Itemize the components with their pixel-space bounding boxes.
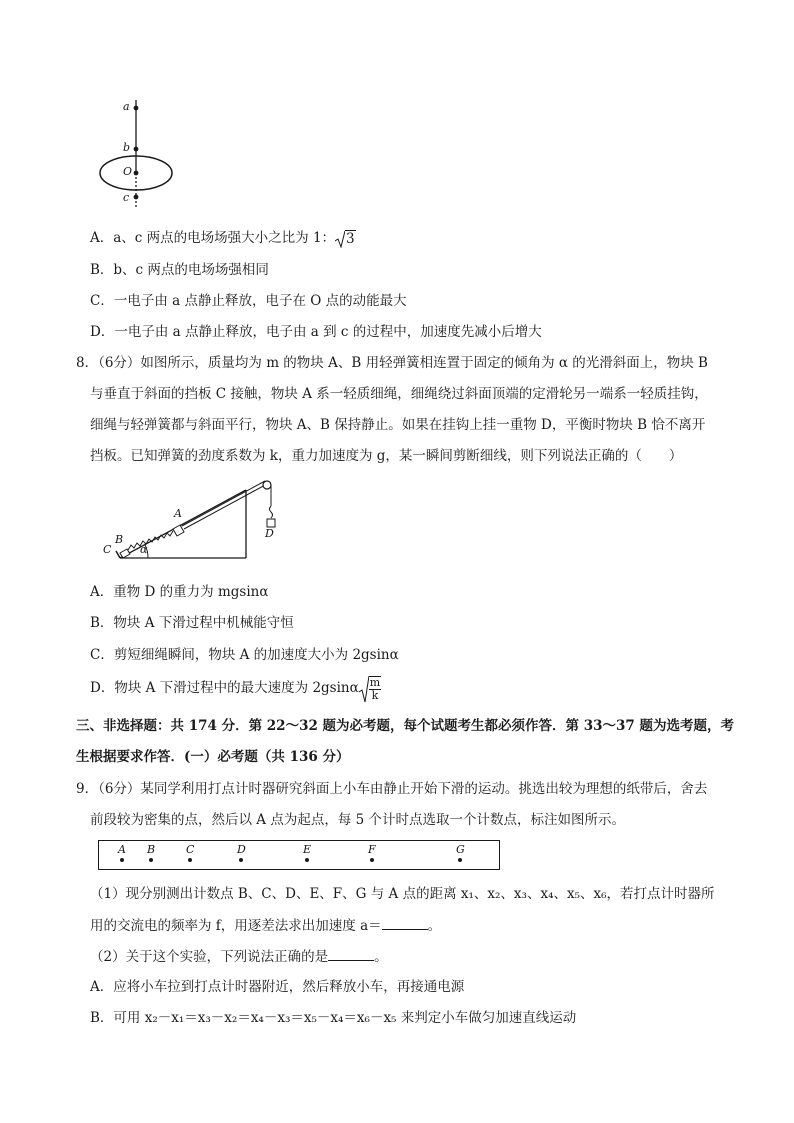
tape-point-label-f: F (368, 843, 376, 856)
fig8-label-a: A (174, 507, 182, 520)
fig7-label-a: a (123, 100, 130, 113)
answer-blank[interactable] (328, 946, 374, 961)
section3-heading-line1: 三、非选择题：共 174 分．第 22～32 题为必考题，每个试题考生都必须作答．第 33～37 题为选考题，考 (76, 718, 735, 734)
fig-charge-ring (95, 95, 185, 215)
q9-option-b: B．可用 x₂－x₁＝x₃－x₂＝x₄－x₃＝x₅－x₄＝x₆－x₅ 来判定小车做匀加速直线运动 (90, 1010, 577, 1026)
q9-option-a: A．应将小车拉到打点计时器附近，然后释放小车，再接通电源 (90, 979, 465, 995)
q9-part2-end: 。 (374, 949, 388, 965)
tape-point-label-c: C (186, 843, 195, 856)
q8-option-c: C．剪短细绳瞬间，物块 A 的加速度大小为 2gsinα (90, 647, 399, 663)
tape-point-dot-c (188, 858, 192, 862)
q9-stem-line1: 9．（6分）某同学利用打点计时器研究斜面上小车由静止开始下滑的运动。挑选出较为理想的纸带后，舍去 (76, 781, 708, 797)
paper-tape (98, 840, 500, 870)
q7-option-b: B．b、c 两点的电场场强相同 (90, 262, 269, 278)
q9-stem-line2: 前段较为密集的点，然后以 A 点为起点，每 5 个计时点选取一个计数点，标注如图所示。 (90, 812, 626, 828)
q8-option-d-text: D．物块 A 下滑过程中的最大速度为 2gsinα (90, 680, 359, 696)
tape-point-label-g: G (456, 843, 465, 856)
q8-stem-line2: 与垂直于斜面的挡板 C 接触，物块 A 系一轻质细绳，细绳绕过斜面顶端的定滑轮另一端系一轻质挂钩， (90, 386, 708, 402)
tape-point-dot-e (305, 858, 309, 862)
q7-option-c: C．一电子由 a 点静止释放，电子在 O 点的动能最大 (90, 293, 407, 309)
tape-point-dot-b (149, 858, 153, 862)
tape-point-dot-f (370, 858, 374, 862)
q9-part1-line2-text: 用的交流电的频率为 f，用逐差法求出加速度 a＝ (90, 918, 382, 934)
q9-part2 (90, 946, 388, 967)
fig7-label-c: c (123, 191, 130, 204)
fraction-numerator: m (369, 675, 381, 689)
fig7-label-b: b (123, 141, 131, 154)
tape-point-label-b: B (147, 843, 156, 856)
tape-point-label-d: D (237, 843, 246, 856)
fig8-label-d: D (265, 527, 274, 540)
q8-stem-line1: 8．（6分）如图所示，质量均为 m 的物块 A、B 用轻弹簧相连置于固定的倾角为 α 的光滑斜面上，物块 B (76, 355, 708, 371)
q8-option-b: B．物块 A 下滑过程中机械能守恒 (90, 615, 294, 631)
tape-point-dot-a (120, 858, 124, 862)
fig8-label-b: B (115, 533, 124, 546)
sqrt-symbol (359, 675, 369, 703)
q7-option-a (90, 228, 356, 249)
tape-point-dot-d (239, 858, 243, 862)
q7-option-d: D．一电子由 a 点静止释放，电子由 a 到 c 的过程中，加速度先减小后增大 (90, 324, 542, 340)
tape-point-dot-g (458, 858, 462, 862)
q9-part2-text: （2）关于这个实验，下列说法正确的是 (90, 949, 329, 965)
fraction-denominator: k (371, 688, 379, 702)
fig7-label-o: O (123, 165, 133, 178)
sqrt-symbol (335, 229, 356, 249)
q9-part1-line1 (90, 884, 715, 904)
q9-part1-line2-end: 。 (427, 918, 442, 934)
section3-heading-line2: 生根据要求作答．(一）必考题（共 136 分） (76, 749, 350, 765)
answer-blank[interactable] (382, 915, 428, 930)
tape-point-label-e: E (303, 843, 312, 856)
q9-part1-line2 (90, 915, 441, 936)
tape-point-label-a: A (118, 843, 126, 856)
q9-part1-vars: ₁、x₂、x₃、x₄、x₅、x₆，若打点计时器所 (468, 886, 715, 902)
q9-part1-text: （1）现分别测出计数点 B、C、D、E、F、G 与 A 点的距离 x (90, 886, 469, 902)
q8-option-d (90, 673, 381, 703)
q8-stem-line3: 细绳与轻弹簧都与斜面平行，物块 A、B 保持静止。如果在挂钩上挂一重物 D，平衡时物块 B 恰不离开 (90, 417, 706, 433)
fig-incline-pulley (100, 478, 290, 568)
q7-option-a-text: A．a、c 两点的电场场强大小之比为 1： (90, 230, 336, 246)
q8-option-a: A．重物 D 的重力为 mgsinα (90, 584, 269, 600)
fig8-label-alpha: α (140, 543, 148, 556)
q7-option-a-root: 3 (346, 230, 355, 247)
q8-option-d-fraction (369, 676, 381, 702)
q8-stem-line4: 挡板。已知弹簧的劲度系数为 k，重力加速度为 g，某一瞬间剪断细线，则下列说法正确的（ ） (90, 448, 683, 464)
fig8-label-c: C (103, 543, 112, 556)
